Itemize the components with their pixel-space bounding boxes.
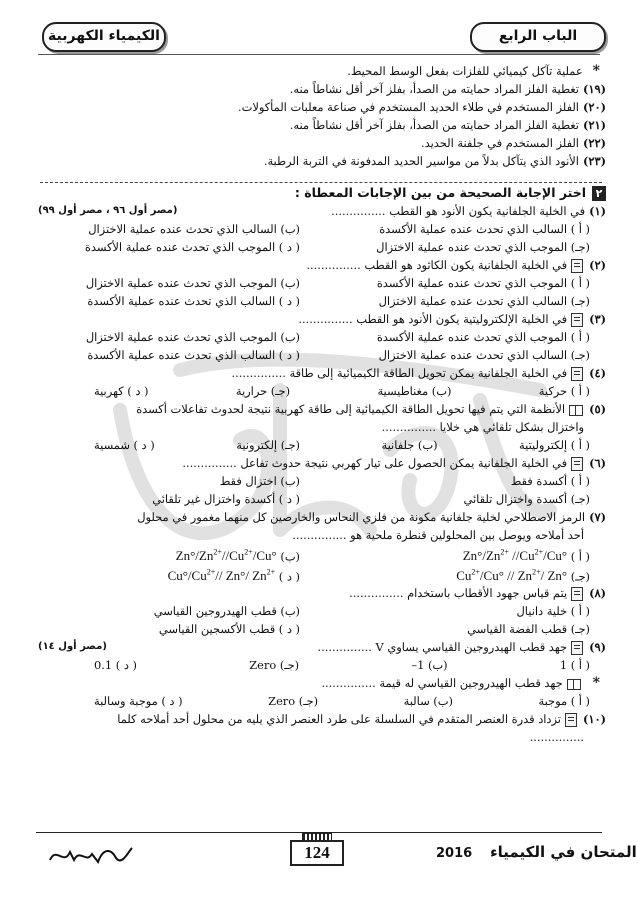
option-a: ( أ ) $Zn^\circ/Zn^{2+}$ $//Cu^{2+}/Cu^\circ$ — [462, 548, 590, 564]
footer-brand: المتحان في الكيمياء — [490, 843, 637, 861]
options-row — [34, 564, 606, 584]
options-row: (جـ) أكسدة واختزال تلقائي ( د ) أكسدة واختزال غير تلقائي — [152, 492, 590, 506]
options-row — [34, 544, 606, 564]
intro-item: (٢١)تغطية الفلز المراد حمايته من الصدأ، بفلز آخر أقل نشاطاً منه. — [289, 118, 606, 132]
question-10: (١٠)تزداد قدرة العنصر المتقدم في السلسلة على طرد العنصر الذي يليه من محلول أحد أملاحه كلما — [117, 712, 606, 726]
document-icon — [571, 313, 583, 327]
question-star: *جهد قطب الهيدروجين القياسي له قيمة ............... — [321, 675, 600, 691]
option-b: (ب) $Zn^\circ/Zn^{2+}//Cu^{2+}/Cu^\circ$ — [175, 548, 300, 564]
document-icon — [571, 641, 583, 655]
question-7: (٧)الرمز الاصطلاحي لخلية جلفانية مكونة من فلزي النحاس والخارصين كل منهما مغمور في محلول — [137, 510, 606, 524]
section-badge: ٢ — [592, 186, 606, 201]
document-icon — [565, 713, 577, 727]
options-row: (جـ) السالب الذي تحدث عنده عملية الاختزال ( د ) السالب الذي تحدث عنده عملية الأكسدة — [87, 294, 590, 308]
content — [34, 62, 606, 746]
document-icon — [571, 367, 583, 381]
header-rule — [38, 54, 600, 55]
question-5-cont: واختزال بشكل تلقائي هي خلايا ............... — [381, 420, 584, 434]
options-row: (جـ) الموجب الذي تحدث عنده عملية الاختزال ( د ) الموجب الذي تحدث عنده عملية الأكسدة — [84, 240, 590, 254]
question-2: (٢)في الخلية الجلفانية يكون الكاثود هو القطب ............... — [306, 258, 606, 272]
options-row: ( أ ) إلكتروليتية (ب) جلفانية (جـ) إلكترونية ( د ) شمسية — [94, 438, 590, 452]
star-icon: * — [592, 675, 600, 691]
document-icon — [571, 587, 583, 601]
page-number-decoration — [302, 833, 332, 840]
question-7-cont: أحد أملاحه ويوصل بين المحلولين قنطرة ملحية هو ............... — [292, 528, 584, 542]
exam-note: (مصر أول ٩٦ ، مصر أول ٩٩) — [38, 205, 178, 216]
options-row: (جـ) قطب الفضة القياسي ( د ) قطب الأكسجين القياسي — [158, 622, 590, 636]
question-8: (٨)يتم قياس جهود الأقطاب باستخدام ............... — [349, 586, 606, 600]
question-4: (٤)في الخلية الجلفانية يمكن تحويل الطاقة الكيميائية إلى طاقة ............... — [231, 366, 606, 380]
star-icon: * — [592, 63, 600, 79]
intro-item: *عملية تآكل كيميائي للفلزات بفعل الوسط المحيط. — [347, 63, 600, 79]
document-icon — [571, 457, 583, 471]
options-row: ( أ ) الموجب الذي تحدث عنده عملية الأكسدة (ب) الموجب الذي تحدث عنده عملية الاختزال — [85, 330, 590, 344]
options-row: ( أ ) 1 (ب) 1– (جـ) Zero ( د ) 0.1 — [94, 658, 590, 672]
book-icon — [567, 679, 581, 690]
options-row: ( أ ) خلية دانيال (ب) قطب الهيدروجين القياسي — [153, 604, 590, 618]
question-5: (٥)الأنظمة التي يتم فيها تحويل الطاقة الكيميائية إلى طاقة كهربية نتيجة لحدوث تفاعلات أكسدة — [136, 402, 606, 416]
page-number: 124 — [290, 840, 344, 866]
options-row: ( أ ) الموجب الذي تحدث عنده عملية الأكسدة (ب) الموجب الذي تحدث عنده عملية الاختزال — [85, 276, 590, 290]
intro-item: (٢٢)الفلز المستخدم في جلفنة الحديد. — [421, 136, 606, 150]
chapter-label: الباب الرابع — [470, 22, 606, 52]
option-d: ( د ) $Cu^\circ/Cu^{2+}//$ Zn°/ $Zn^{2+}$ — [167, 568, 300, 584]
question-10-cont: ............... — [529, 730, 584, 744]
question-3: (٣)في الخلية الإلكتروليتية يكون الأنود هو القطب ............... — [298, 312, 606, 326]
options-row: ( أ ) حركية (ب) مغناطيسية (جـ) حرارية ( د ) كهربية — [94, 384, 590, 398]
options-row: ( أ ) السالب الذي تحدث عنده عملية الأكسدة (ب) السالب الذي تحدث عنده عملية الاختزال — [88, 222, 590, 236]
options-row: ( أ ) موجبة (ب) سالبة (جـ) Zero ( د ) موجبة وسالبة — [94, 694, 590, 708]
section-heading: ٢اختر الإجابة الصحيحة من بين الإجابات المعطاة : — [34, 184, 606, 202]
options-row: ( أ ) أكسدة فقط (ب) اختزال فقط — [219, 474, 590, 488]
separator-dashes — [40, 182, 602, 183]
footer-year: 2016 — [436, 846, 473, 861]
options-row: (جـ) السالب الذي تحدث عنده عملية الاختزال ( د ) السالب الذي تحدث عنده عملية الأكسدة — [87, 348, 590, 362]
question-9: (٩)جهد قطب الهيدروجين القياسي يساوي V ............... (مصر أول ١٤) — [38, 640, 606, 654]
option-c: (جـ) $Cu^{2+}/Cu^\circ // Zn^{2+}/$ Zn° — [456, 568, 590, 584]
exam-note: (مصر أول ١٤) — [38, 641, 107, 652]
question-1: (١)في الخلية الجلفانية يكون الأنود هو القطب ............... (مصر أول ٩٦ ، مصر أول ٩٩) — [38, 204, 606, 218]
intro-item: (٢٣)الأنود الذي يتآكل بدلاً من مواسير الحديد المدفونة في التربة الرطبة. — [263, 154, 606, 168]
chapter-title: الكيمياء الكهربية — [42, 22, 166, 52]
intro-item: (١٩)تغطية الفلز المراد حمايته من الصدأ، بفلز آخر أقل نشاطاً منه. — [289, 82, 606, 96]
question-6: (٦)في الخلية الجلفانية يمكن الحصول على تيار كهربي نتيجة حدوث تفاعل ............... — [182, 456, 606, 470]
intro-item: (٢٠)الفلز المستخدم في طلاء الحديد المستخدم في صناعة معلبات المأكولات. — [237, 100, 606, 114]
footer-signature-icon — [46, 840, 136, 868]
document-icon — [571, 259, 583, 273]
book-icon — [569, 405, 583, 416]
